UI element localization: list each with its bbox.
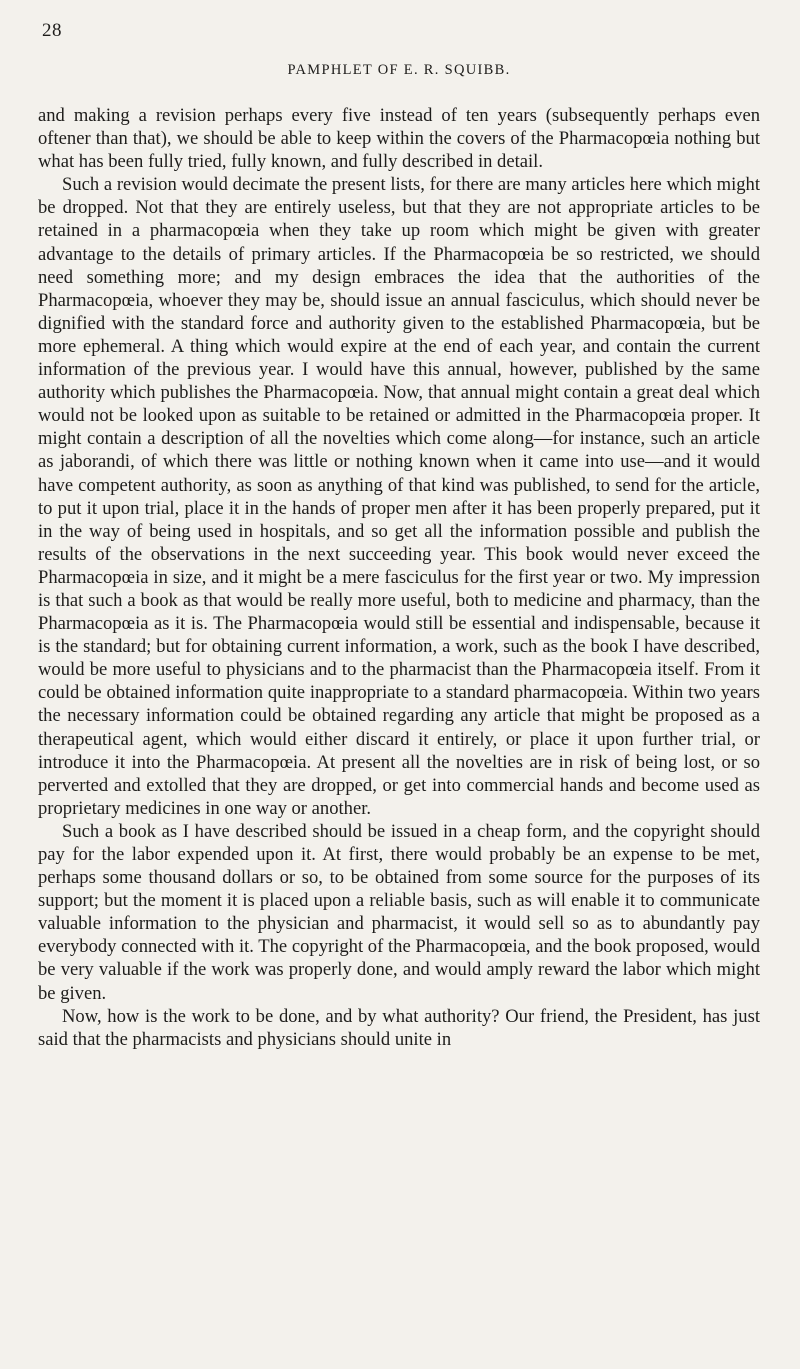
paragraph: Such a book as I have described should be issued in a cheap form, and the copyright should pay for the labor expended upon it. At first, there would probably be an expense to be met, perhaps some thousand dollars or so, to be obtained from some source for the purposes of its support; but the moment it is placed upon a reliable basis, such as will enable it to communicate valuable information to the physician and pharmacist, it would sell so as to abundantly pay everybody connected with it. The copyright of the Pharmacopœia, and the book proposed, would be very valuable if the work was properly done, and would amply reward the labor which might be given. xyxy=(38,820,760,1004)
running-head: PAMPHLET OF E. R. SQUIBB. xyxy=(287,62,511,78)
paragraph: Such a revision would decimate the present lists, for there are many articles here which might be dropped. Not that they are entirely useless, but that they are not appropriate articles to be retained in a pharmacopœia when they take up room which might be given with greater advantage to the details of primary articles. If the Pharmacopœia be so restricted, we should need something more; and my design embraces the idea that the authorities of the Pharmacopœia, whoever they may be, should issue an annual fasciculus, which should never be dignified with the standard force and authority given to the established Pharmacopœia, but be more ephemeral. A thing which would expire at the end of each year, and contain the current information of the previous year. I would have this annual, however, published by the same authority which publishes the Pharmacopœia. Now, that annual might contain a great deal which would not be looked upon as suitable to be retained or admitted in the Pharmacopœia proper. It might contain a description of all the novelties which come along—for instance, such an article as jaborandi, of which there was little or nothing known when it came into use—and it would have competent authority, as soon as anything of that kind was published, to send for the article, to put it upon trial, place it in the hands of proper men after it has been properly prepared, put it in the way of being used in hospitals, and so get all the information possible and publish the results of the observations in the next succeeding year. This book would never exceed the Pharmacopœia in size, and it might be a mere fasciculus for the first year or two. My impression is that such a book as that would be really more useful, both to medicine and pharmacy, than the Pharmacopœia as it is. The Pharmacopœia would still be essential and indispensable, because it is the standard; but for obtaining current information, a work, such as the book I have described, would be more useful to physicians and to the pharmacist than the Pharmacopœia itself. From it could be obtained information quite inappropriate to a standard pharmacopœia. Within two years the necessary information could be obtained regarding any article that might be proposed as a therapeutical agent, which would either discard it entirely, or place it upon further trial, or introduce it into the Pharmacopœia. At present all the novelties are in risk of being lost, or so perverted and extolled that they are dropped, or get into commercial hands and become used as proprietary medicines in one way or another. xyxy=(38,174,760,819)
page-number: 28 xyxy=(42,20,62,41)
page-header xyxy=(38,18,760,78)
body-text xyxy=(38,104,760,1051)
paragraph-continued: and making a revision perhaps every five instead of ten years (subsequently perhaps even oftener than that), we should be able to keep within the covers of the Pharmacopœia nothing but what has been fully tried, fully known, and fully described in detail. xyxy=(38,105,760,173)
paragraph: Now, how is the work to be done, and by what authority? Our friend, the President, has just said that the pharmacists and physicians should unite in xyxy=(38,1005,760,1050)
